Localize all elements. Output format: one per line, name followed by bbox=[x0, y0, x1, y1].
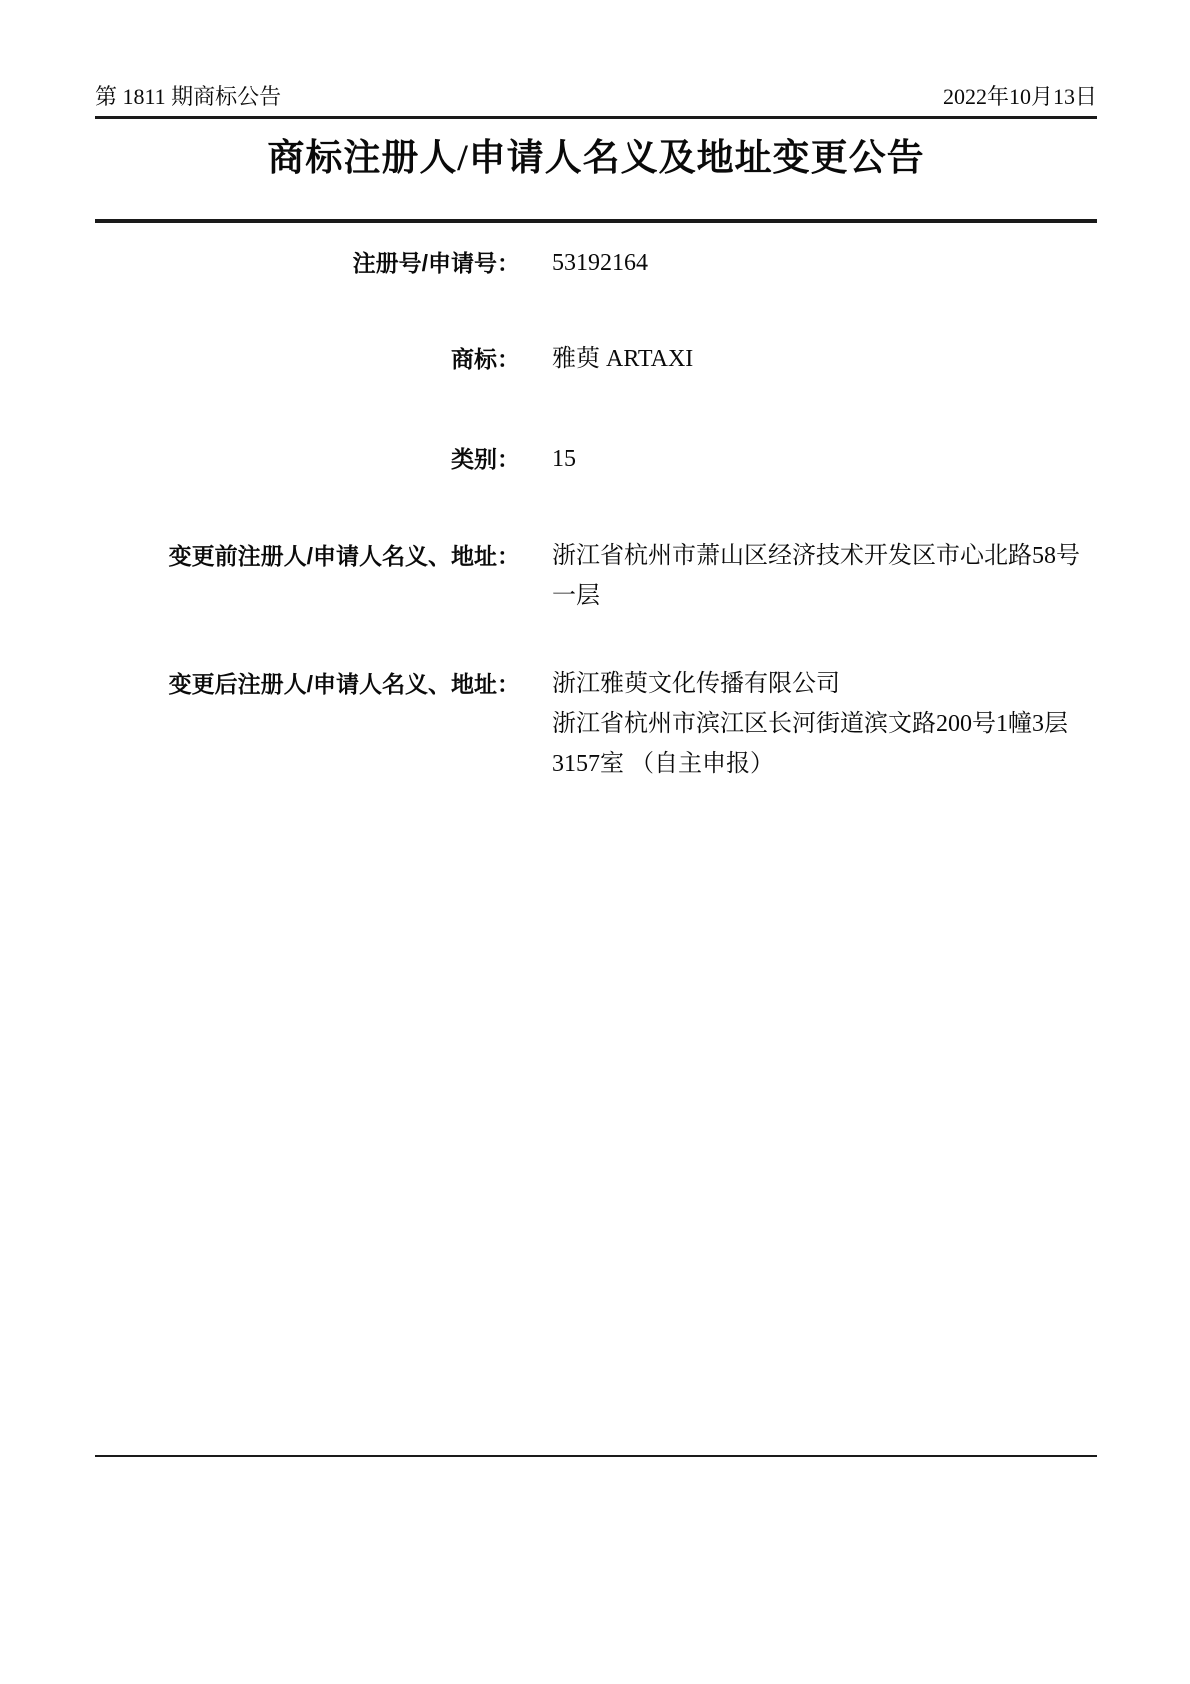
field-value-line: 浙江省杭州市萧山区经济技术开发区市心北路58号 bbox=[552, 543, 1080, 569]
gazette-page bbox=[95, 0, 1097, 784]
field-value bbox=[552, 664, 1097, 784]
field-value bbox=[552, 439, 1097, 479]
field-label: 商标： bbox=[451, 346, 520, 372]
field-value-line: 雅萸 ARTAXI bbox=[552, 346, 694, 372]
page-title: 商标注册人/申请人名义及地址变更公告 bbox=[267, 138, 925, 179]
field-label: 变更后注册人/申请人名义、地址： bbox=[168, 671, 520, 697]
field-value-line: 3157室 （自主申报） bbox=[552, 751, 774, 777]
field-value-line: 浙江雅萸文化传播有限公司 bbox=[552, 671, 840, 697]
field-value-line: 浙江省杭州市滨江区长河街道滨文路200号1幢3层 bbox=[552, 711, 1068, 737]
field-value-line: 一层 bbox=[552, 583, 600, 609]
field-row-trademark bbox=[95, 339, 1097, 379]
field-label: 注册号/申请号： bbox=[352, 250, 520, 276]
field-row-registration-number bbox=[95, 243, 1097, 283]
field-label: 类别： bbox=[451, 446, 520, 472]
field-row-class bbox=[95, 439, 1097, 479]
field-row-after-change bbox=[95, 664, 1097, 784]
gazette-issue-label: 第 1811 期商标公告 bbox=[95, 84, 282, 109]
field-row-before-change bbox=[95, 536, 1097, 616]
field-label: 变更前注册人/申请人名义、地址： bbox=[168, 543, 520, 569]
field-value-line: 53192164 bbox=[552, 250, 648, 276]
field-value-line: 15 bbox=[552, 446, 576, 472]
field-value bbox=[552, 243, 1097, 283]
gazette-date: 2022年10月13日 bbox=[942, 84, 1097, 109]
header-divider bbox=[95, 116, 1097, 119]
title-divider bbox=[95, 219, 1097, 223]
page-header bbox=[95, 0, 1097, 110]
footer-divider bbox=[95, 1455, 1097, 1457]
field-value bbox=[552, 339, 1097, 379]
field-value bbox=[552, 536, 1097, 616]
